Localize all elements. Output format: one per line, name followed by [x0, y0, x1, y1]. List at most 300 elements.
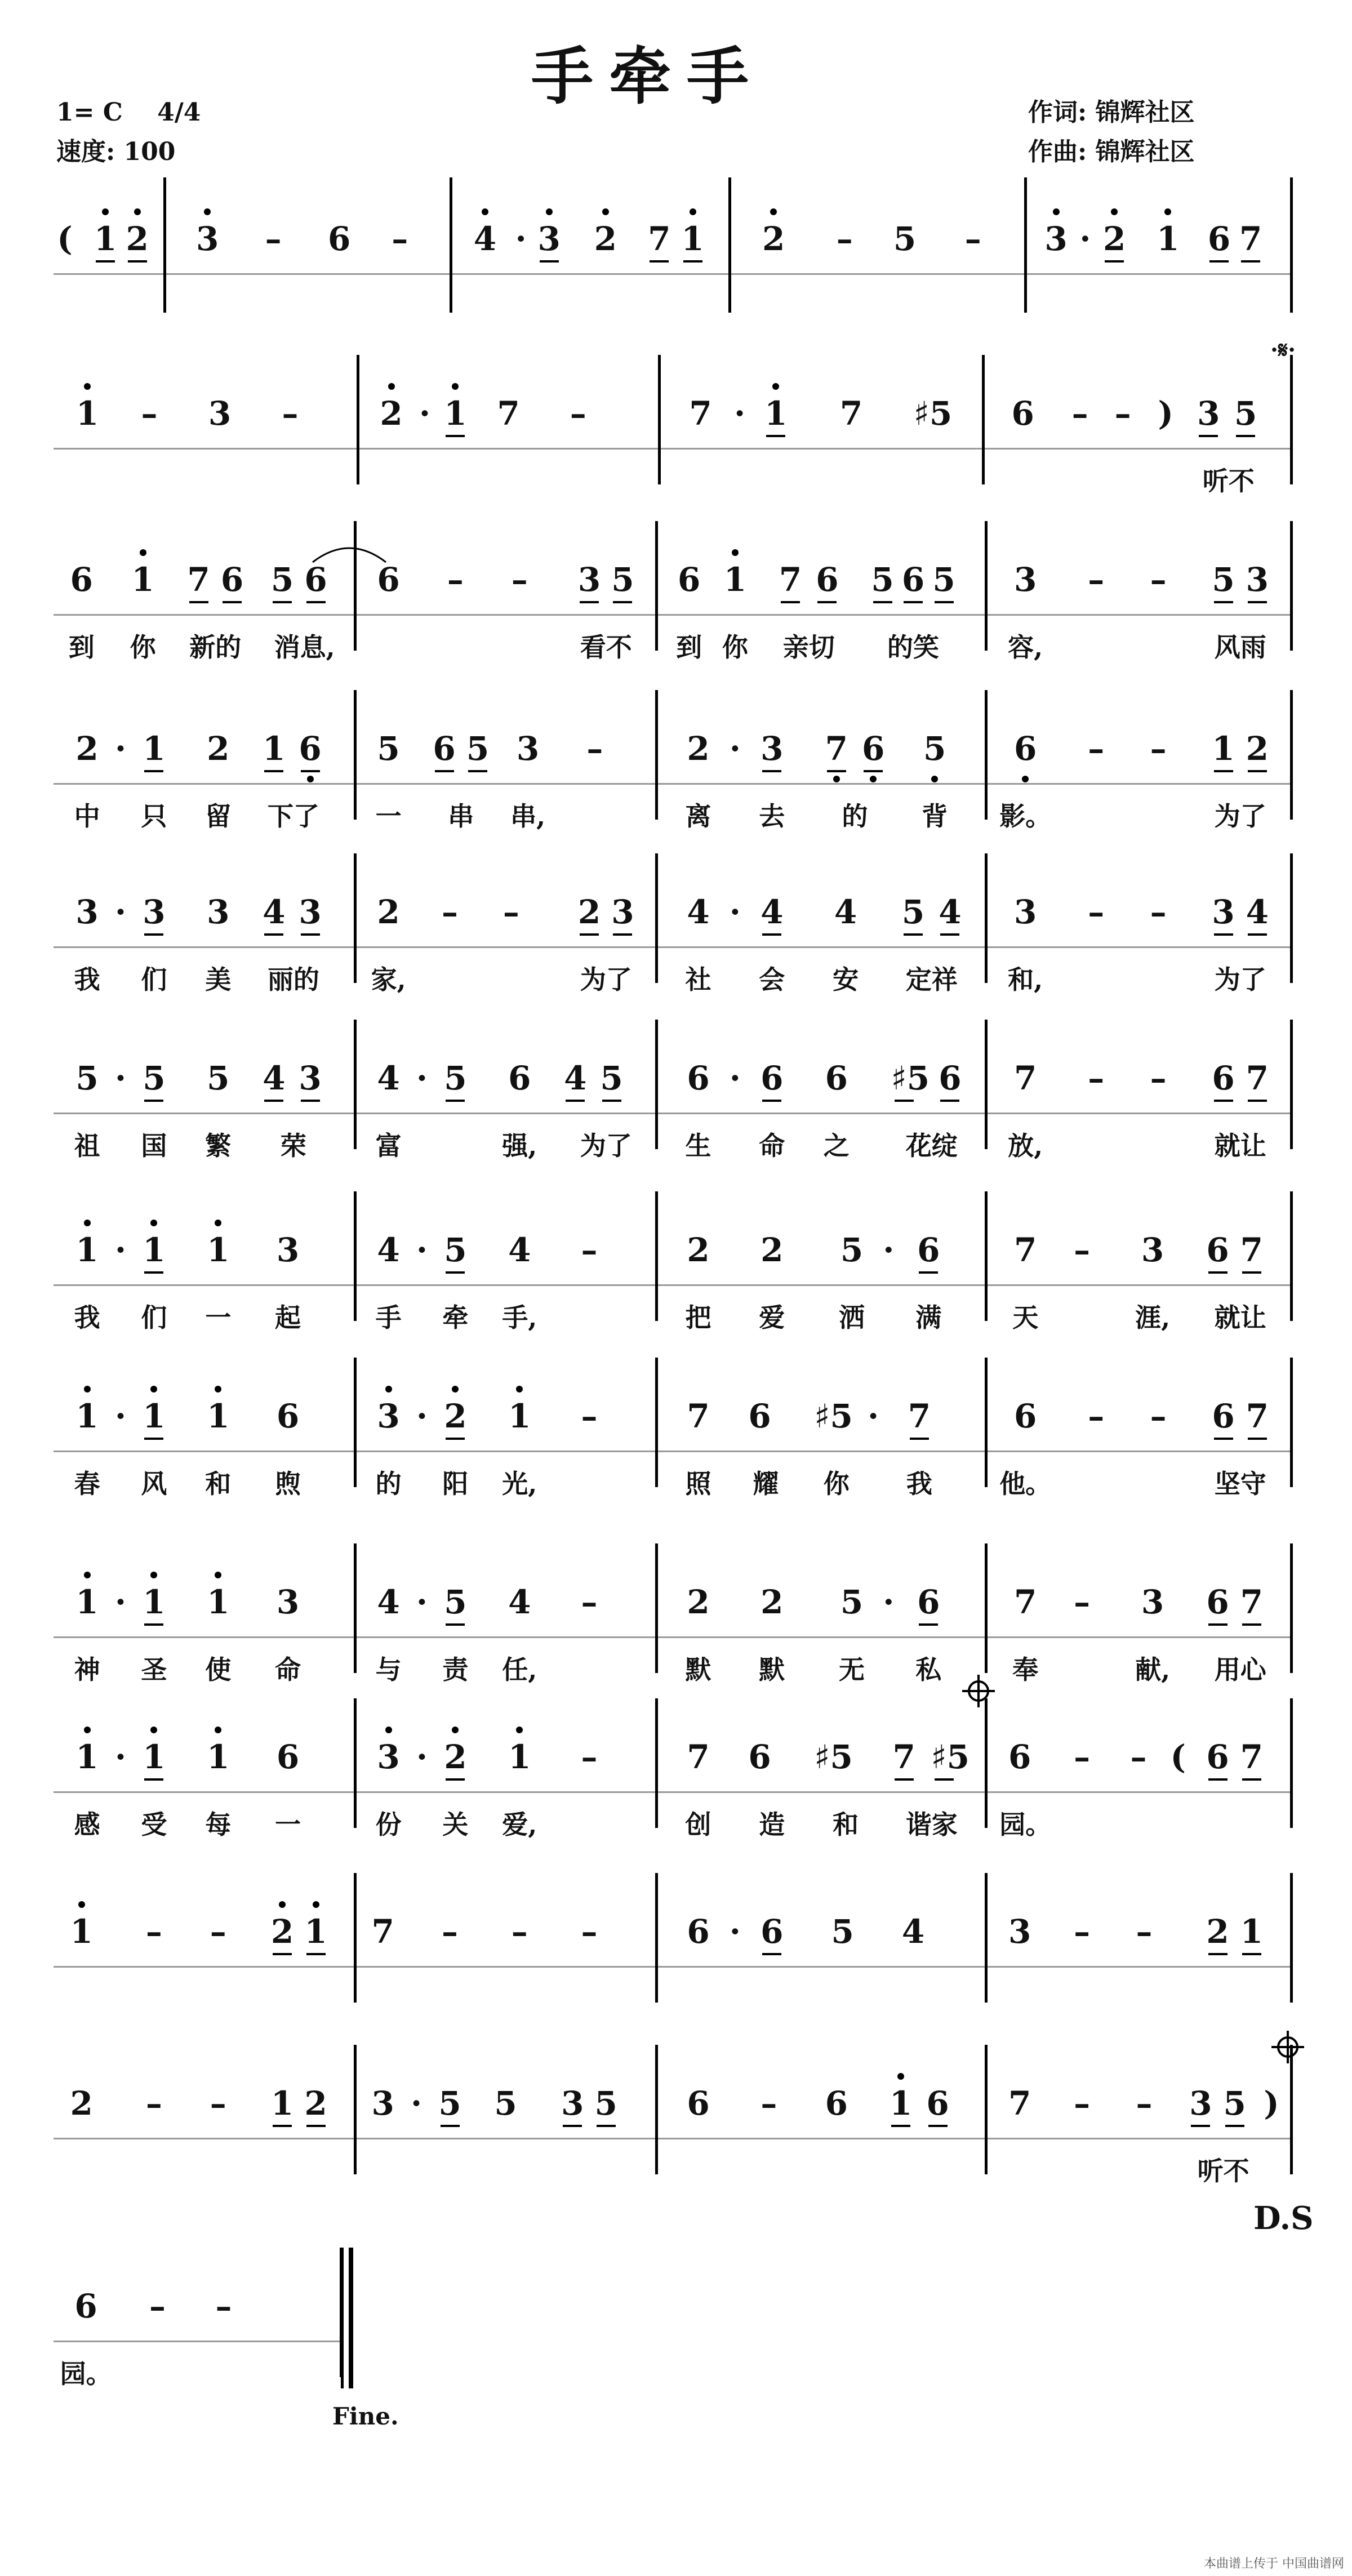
- jianpu-note: [870, 538, 896, 600]
- lyric-text: 造: [759, 1809, 785, 1840]
- lyric-text: 命: [275, 1654, 301, 1685]
- lyric-text: 爱: [759, 1302, 785, 1333]
- jianpu-note: [759, 1890, 785, 1952]
- note-digit: 5: [444, 1583, 467, 1621]
- barline: [655, 1358, 658, 1487]
- note-digit: ·: [868, 1397, 879, 1435]
- note-digit: 4: [939, 893, 962, 931]
- note-digit: 6: [677, 560, 701, 599]
- jianpu-note: [576, 1374, 602, 1436]
- barline: [655, 1191, 658, 1321]
- note-digit: ♯5: [814, 1397, 853, 1435]
- jianpu-note: [937, 1036, 963, 1098]
- note-digit: ·: [114, 1583, 127, 1621]
- tempo: 速度: 100: [56, 137, 176, 166]
- beam-underline: [446, 1778, 465, 1781]
- staff-separator-line: [54, 2138, 1291, 2139]
- jianpu-note: [141, 1890, 167, 1952]
- high-octave-dot: [150, 1220, 157, 1226]
- jianpu-note: [442, 1374, 468, 1436]
- note-digit: 6: [276, 1738, 300, 1776]
- note-digit: 6: [917, 1583, 940, 1621]
- beam-underline: [683, 260, 702, 263]
- note-digit: –: [1074, 1583, 1091, 1621]
- note-digit: 7: [1240, 1583, 1263, 1621]
- tie-arc: [310, 540, 389, 568]
- lyric-text: 富: [375, 1131, 402, 1161]
- note-digit: –: [1150, 729, 1167, 768]
- lyric-text: 和,: [1008, 964, 1043, 995]
- jianpu-note: [763, 372, 789, 434]
- key-signature: 1= C: [56, 98, 123, 127]
- jianpu-note: [1145, 1036, 1171, 1098]
- barline: [1290, 1020, 1293, 1149]
- jianpu-note: [69, 538, 95, 600]
- jianpu-note: [219, 538, 245, 600]
- lyric-text: 为了: [1214, 964, 1266, 995]
- high-octave-dot: [84, 383, 91, 390]
- beam-underline: [264, 1100, 283, 1102]
- beam-underline: [273, 1953, 292, 1955]
- beam-underline: [1242, 1953, 1261, 1955]
- beam-underline: [1105, 260, 1124, 263]
- jianpu-note: [442, 1715, 468, 1777]
- jianpu-note: [610, 538, 635, 600]
- note-digit: 2: [444, 1397, 467, 1435]
- jianpu-note: [838, 372, 864, 434]
- jianpu-note: [387, 197, 413, 259]
- jianpu-note: [1083, 1036, 1109, 1098]
- jianpu-note: [92, 197, 118, 259]
- composer: 作曲: 锦辉社区: [1028, 137, 1195, 166]
- jianpu-note: [1244, 538, 1270, 600]
- beam-underline: [935, 601, 954, 603]
- jianpu-note: [1012, 1374, 1038, 1436]
- lyric-text: 与: [375, 1654, 402, 1685]
- staff-separator-line: [54, 614, 1291, 616]
- jianpu-note: [432, 707, 457, 769]
- high-octave-dot: [215, 1220, 221, 1226]
- beam-underline: [441, 2125, 460, 2127]
- note-digit: 3: [371, 2084, 394, 2123]
- note-digit: –: [581, 1231, 598, 1269]
- beam-underline: [1225, 2125, 1244, 2127]
- jianpu-note: [205, 2062, 231, 2124]
- note-digit: 7: [1014, 1583, 1037, 1621]
- high-octave-dot: [84, 1386, 91, 1392]
- beam-underline: [580, 933, 599, 936]
- score-system: [0, 1374, 1352, 1521]
- note-digit: 6: [1014, 1397, 1037, 1435]
- jianpu-note: [261, 870, 287, 932]
- note-digit: 5: [438, 2084, 461, 2123]
- lyric-text: 春: [74, 1469, 100, 1499]
- note-digit: ): [1264, 2084, 1279, 2123]
- jianpu-note: [593, 2062, 619, 2124]
- key-tempo-info: [56, 93, 201, 172]
- note-digit: 2: [1246, 729, 1269, 768]
- barline: [1290, 853, 1293, 983]
- lyric-text: 用心: [1214, 1654, 1266, 1685]
- jianpu-note: [376, 870, 402, 932]
- lyric-text: 创: [685, 1809, 711, 1840]
- lyric-text: 任,: [502, 1654, 537, 1685]
- high-octave-dot: [482, 208, 488, 215]
- lyric-text: 看不: [580, 632, 632, 662]
- lyric-text: 影。: [999, 801, 1052, 831]
- beam-underline: [928, 2125, 948, 2127]
- beam-underline: [895, 1778, 914, 1781]
- jianpu-note: [207, 372, 233, 434]
- note-digit: –: [511, 560, 528, 599]
- beam-underline: [301, 770, 320, 772]
- note-digit: 7: [1240, 1231, 1263, 1269]
- lyric-text: 起: [275, 1302, 301, 1333]
- jianpu-note: [676, 538, 702, 600]
- note-digit: 7: [1246, 1059, 1269, 1097]
- jianpu-note: [74, 1208, 100, 1270]
- jianpu-note: [680, 197, 706, 259]
- jianpu-note: [1211, 870, 1237, 932]
- note-digit: 6: [926, 2084, 949, 2123]
- note-digit: 5: [840, 1231, 864, 1269]
- note-digit: –: [581, 1738, 598, 1776]
- note-digit: 6: [1008, 1738, 1031, 1776]
- jianpu-note: [900, 538, 926, 600]
- note-digit: –: [1088, 1397, 1105, 1435]
- jianpu-note: [824, 707, 850, 769]
- lyric-text: 奉: [1012, 1654, 1039, 1685]
- low-octave-dot: [1022, 776, 1029, 782]
- barline: [982, 355, 985, 484]
- high-octave-dot: [516, 1727, 523, 1733]
- jianpu-note: [379, 372, 404, 434]
- jianpu-note: [1233, 372, 1258, 434]
- score-system: [0, 1715, 1352, 1862]
- note-digit: 2: [762, 220, 785, 258]
- high-octave-dot: [770, 208, 777, 215]
- lyric-text: 涯,: [1135, 1302, 1171, 1333]
- jianpu-note: [506, 1715, 532, 1777]
- high-octave-dot: [772, 383, 779, 390]
- note-digit: 7: [1014, 1231, 1037, 1269]
- staff-separator-line: [54, 273, 1291, 275]
- barline: [1290, 521, 1293, 651]
- beam-underline: [96, 260, 115, 263]
- note-digit: ♯5: [913, 394, 953, 433]
- jianpu-note: [496, 372, 522, 434]
- note-digit: 5: [600, 1059, 623, 1097]
- high-octave-dot: [140, 549, 146, 556]
- note-digit: –: [265, 220, 282, 258]
- jianpu-note: [747, 1374, 773, 1436]
- note-digit: –: [502, 893, 519, 931]
- jianpu-note: [830, 1890, 856, 1952]
- barline: [1290, 355, 1293, 484]
- jianpu-note: [506, 1890, 532, 1952]
- jianpu-note: [205, 1208, 231, 1270]
- note-digit: –: [586, 729, 603, 768]
- jianpu-note: [1205, 1715, 1231, 1777]
- note-digit: 3: [299, 893, 322, 931]
- jianpu-note: [562, 1036, 588, 1098]
- note-digit: –: [1136, 2084, 1153, 2123]
- high-octave-dot: [1111, 208, 1118, 215]
- lyric-text: 就让: [1214, 1302, 1266, 1333]
- jianpu-note: [875, 1560, 901, 1622]
- jianpu-note: [814, 1374, 853, 1436]
- high-octave-dot: [452, 1727, 459, 1733]
- score-system: [0, 372, 1352, 518]
- beam-underline: [1214, 933, 1233, 936]
- jianpu-note: [915, 1208, 941, 1270]
- note-digit: 2: [1103, 220, 1126, 258]
- note-digit: 6: [760, 1059, 784, 1097]
- note-digit: 1: [270, 2084, 294, 2123]
- jianpu-note: [205, 707, 231, 769]
- note-digit: –: [442, 1912, 458, 1951]
- jianpu-note: [599, 1036, 625, 1098]
- note-digit: 6: [1206, 1738, 1229, 1776]
- note-digit: 6: [1207, 220, 1231, 258]
- barline: [1024, 177, 1027, 313]
- note-digit: 6: [1206, 1583, 1229, 1621]
- note-digit: 6: [508, 1059, 531, 1097]
- note-digit: 6: [825, 1059, 848, 1097]
- jianpu-note: [937, 870, 963, 932]
- barline: [1290, 1543, 1293, 1673]
- jianpu-note: [108, 870, 134, 932]
- lyric-text: 我: [906, 1469, 932, 1499]
- beam-underline: [1214, 601, 1233, 603]
- jianpu-note: [646, 197, 672, 259]
- jianpu-note: [906, 1374, 932, 1436]
- jianpu-note: [376, 1208, 402, 1270]
- beam-underline: [540, 260, 559, 263]
- note-digit: 2: [75, 729, 99, 768]
- beam-underline: [563, 2125, 582, 2127]
- beam-underline: [189, 601, 208, 603]
- jianpu-note: [465, 707, 491, 769]
- jianpu-note: [1083, 707, 1109, 769]
- jianpu-note: [900, 870, 926, 932]
- jianpu-note: [891, 1036, 930, 1098]
- jianpu-note: [565, 372, 591, 434]
- note-digit: 3: [1212, 893, 1235, 931]
- beam-underline: [128, 260, 147, 263]
- jianpu-note: [582, 707, 608, 769]
- beam-underline: [895, 1100, 914, 1102]
- jianpu-note: [506, 1208, 532, 1270]
- beam-underline: [1208, 1778, 1228, 1781]
- jianpu-note: [686, 707, 711, 769]
- note-digit: ·: [410, 2084, 422, 2123]
- score-system: [0, 870, 1352, 1017]
- jianpu-note: [931, 1715, 969, 1777]
- note-digit: –: [1088, 729, 1105, 768]
- jianpu-note: [688, 372, 714, 434]
- note-digit: 4: [508, 1583, 531, 1621]
- jianpu-note: [1211, 1374, 1237, 1436]
- barline: [655, 2045, 658, 2174]
- note-digit: 6: [816, 560, 839, 599]
- jianpu-note: [145, 2264, 171, 2326]
- beam-underline: [762, 770, 781, 772]
- jianpu-note: [205, 1560, 231, 1622]
- barline: [655, 1698, 658, 1828]
- note-digit: –: [511, 1912, 528, 1951]
- lyric-text: 的笑: [887, 632, 939, 662]
- note-digit: 3: [299, 1059, 322, 1097]
- lyric-text: 把: [685, 1302, 711, 1333]
- jianpu-note: [409, 1560, 435, 1622]
- lyric-text: 繁: [205, 1131, 232, 1161]
- jianpu-note: [576, 1208, 602, 1270]
- lyric-text: 花绽: [905, 1131, 958, 1161]
- jianpu-note: [925, 2062, 951, 2124]
- jianpu-note: [892, 197, 918, 259]
- note-digit: 3: [760, 729, 784, 768]
- high-octave-dot: [150, 1572, 157, 1578]
- note-digit: 6: [825, 2084, 848, 2123]
- note-digit: ·: [416, 1059, 428, 1097]
- barline: [354, 1873, 357, 2003]
- note-digit: 3: [377, 1738, 400, 1776]
- lyric-text: 为了: [580, 964, 632, 995]
- lyric-text: 圣: [141, 1654, 167, 1685]
- note-digit: 5: [444, 1059, 467, 1097]
- note-digit: –: [282, 394, 299, 433]
- barline: [1290, 2045, 1293, 2174]
- beam-underline: [446, 1271, 465, 1274]
- jianpu-note: [1069, 2062, 1095, 2124]
- jianpu-note: [437, 1890, 463, 1952]
- jianpu-note: [409, 1208, 435, 1270]
- jianpu-note: [412, 372, 438, 434]
- staff-separator-line: [54, 2341, 341, 2342]
- jianpu-note: [610, 870, 635, 932]
- jianpu-note: [1239, 1890, 1265, 1952]
- final-barline: [341, 2248, 344, 2388]
- lyric-text: 风: [141, 1469, 167, 1499]
- jianpu-note: [1211, 1036, 1237, 1098]
- note-digit: –: [1150, 1397, 1167, 1435]
- song-title: 手牵手: [531, 40, 764, 113]
- note-digit: –: [581, 1583, 598, 1621]
- staff-separator-line: [54, 448, 1291, 450]
- jianpu-note: [472, 197, 498, 259]
- jianpu-note: [1239, 1560, 1265, 1622]
- lyric-text: 和: [833, 1809, 859, 1840]
- jianpu-note: [205, 1374, 231, 1436]
- beam-underline: [650, 260, 669, 263]
- jianpu-note: [74, 1036, 100, 1098]
- jianpu-note: [141, 2062, 167, 2124]
- jianpu-note: [124, 197, 150, 259]
- beam-underline: [766, 435, 785, 437]
- high-octave-dot: [388, 383, 395, 390]
- beam-underline: [144, 933, 163, 936]
- note-digit: 4: [473, 220, 497, 258]
- jianpu-note: [1239, 1715, 1265, 1777]
- barline: [1290, 1698, 1293, 1828]
- note-digit: 1: [75, 1397, 99, 1435]
- ds-mark: D.S: [1253, 2200, 1314, 2237]
- lyric-text: 神: [74, 1654, 100, 1685]
- beam-underline: [306, 2125, 326, 2127]
- note-digit: 6: [70, 560, 93, 599]
- note-digit: 1: [764, 394, 788, 433]
- barline: [985, 1873, 988, 2003]
- beam-underline: [273, 2125, 292, 2127]
- note-digit: 3: [208, 394, 232, 433]
- jianpu-note: [376, 1560, 402, 1622]
- beam-underline: [223, 601, 242, 603]
- jianpu-note: [74, 870, 100, 932]
- jianpu-note: [1043, 197, 1069, 259]
- lyric-text: 洒: [839, 1302, 865, 1333]
- note-digit: 1: [143, 1397, 166, 1435]
- high-octave-dot: [215, 1727, 221, 1733]
- jianpu-note: [376, 1036, 402, 1098]
- jianpu-note: [69, 1890, 95, 1952]
- note-digit: (: [1170, 1738, 1186, 1776]
- jianpu-note: [1206, 197, 1232, 259]
- jianpu-note: [498, 870, 524, 932]
- note-digit: –: [1071, 394, 1088, 433]
- jianpu-note: [1012, 707, 1038, 769]
- jianpu-note: [760, 197, 786, 259]
- note-digit: 6: [433, 729, 456, 768]
- high-octave-dot: [84, 1727, 91, 1733]
- note-digit: ·: [729, 893, 741, 931]
- jianpu-note: [442, 1208, 468, 1270]
- note-digit: 6: [304, 560, 327, 599]
- note-digit: –: [215, 2287, 232, 2325]
- jianpu-note: [1069, 1890, 1095, 1952]
- beam-underline: [1248, 601, 1267, 603]
- jianpu-note: [141, 1715, 167, 1777]
- note-digit: 6: [687, 1912, 710, 1951]
- beam-underline: [597, 2125, 616, 2127]
- note-digit: 2: [577, 893, 601, 931]
- barline: [1290, 177, 1293, 313]
- note-digit: –: [1074, 1738, 1091, 1776]
- high-octave-dot: [732, 549, 739, 556]
- note-digit: 1: [1212, 729, 1235, 768]
- jianpu-note: [1205, 1890, 1231, 1952]
- note-digit: 1: [681, 220, 704, 258]
- high-octave-dot: [897, 2073, 904, 2080]
- note-digit: ·: [114, 1738, 127, 1776]
- jianpu-note: [686, 1374, 711, 1436]
- lyric-text: 感: [74, 1809, 100, 1840]
- lyric-text: 园。: [999, 1809, 1052, 1840]
- note-digit: 1: [143, 729, 166, 768]
- note-digit: ·: [114, 1397, 127, 1435]
- lyricist: 作词: 锦辉社区: [1028, 98, 1195, 127]
- high-octave-dot: [516, 1386, 523, 1392]
- jianpu-note: [370, 2062, 396, 2124]
- note-digit: –: [1130, 1738, 1147, 1776]
- note-digit: 3: [276, 1583, 300, 1621]
- beam-underline: [1248, 1438, 1267, 1440]
- lyric-text: 串: [448, 801, 474, 831]
- jianpu-note: [922, 707, 948, 769]
- beam-underline: [1248, 1100, 1267, 1102]
- note-digit: 2: [760, 1231, 784, 1269]
- note-digit: 5: [932, 560, 955, 599]
